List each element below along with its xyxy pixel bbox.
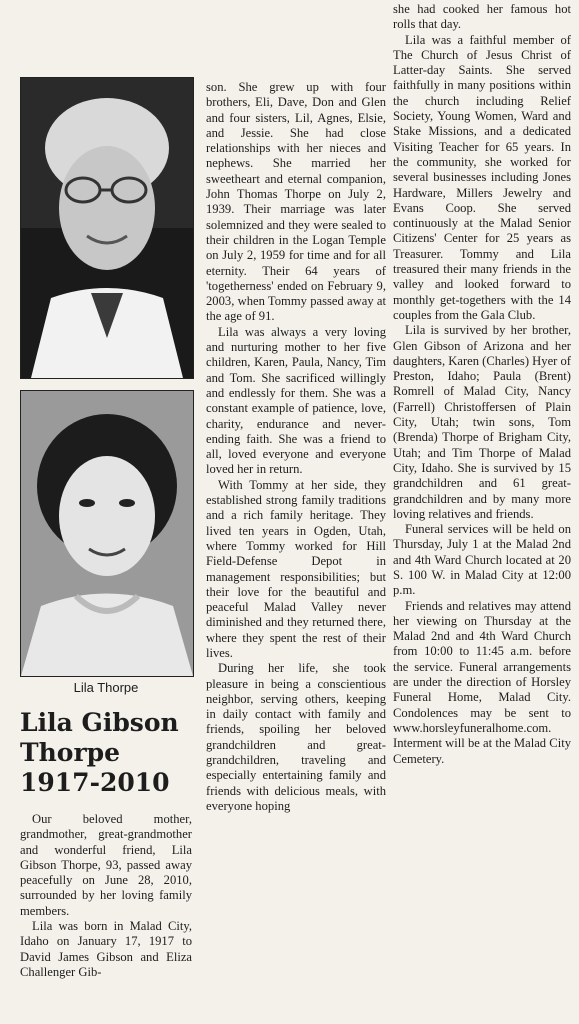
paragraph-family: son. She grew up with four brothers, Eli, Dave, Don and Glen and four sisters, Lil, Agnes, Elsie, and Jessie. She had close relationships with her nieces and nephews. She married her sweetheart and eternal companion, John Thomas Thorpe on July 2, 1939. Their marriage was later solemnized and they were sealed to their children in the Logan Temple on July 2, 1959 for time and for all eternity. Their 64 years of 'togetherness' ended on February 9, 2003, when Tommy passed away at the age of 91. xyxy=(206,80,386,324)
paragraph-life: During her life, she took pleasure in being a conscientious neighbor, serving others, keeping in daily contact with family and friends, spoiling her beloved grandchildren and great-grandchildren, traveling and especially entertaining family and friends with delicious meals, with everyone hoping xyxy=(206,661,386,813)
paragraph-viewing: Friends and relatives may attend her viewing on Thursday at the Malad 2nd and 4th Ward Church from 10:00 to 11:45 a.m. before the service. Funeral arrangements are under the direction of Horsley Funeral Home, Malad City. Condolences may be sent to www.horsleyfuneralhome.com. Interment will be at the Malad City Cemetery. xyxy=(393,598,571,766)
paragraph-church: Lila was a faithful member of The Church of Jesus Christ of Latter-day Saints. She served faithfully in many positions within the church including Relief Society, Young Women, Ward and Stake Missions, and a dedicated Visiting Teacher for 65 years. In the community, she worked for several businesses including Jones Hardware, Millers Jewelry and Evans Coop. She served continuously at the Malad Senior Citizens' Center for 25 years as Treasurer. Tommy and Lila treasured their many friends in the valley and looked forward to monthly get-togethers with the 14 couples from the Gala Club. xyxy=(393,32,571,322)
portrait-photo-young xyxy=(20,390,194,677)
paragraph-birth: Lila was born in Malad City, Idaho on January 17, 1917 to David James Gibson and Eliza Challenger Gib- xyxy=(20,919,192,979)
paragraph-heritage: With Tommy at her side, they established strong family traditions and a rich family heritage. They lived ten years in Ogden, Utah, where Tommy worked for Hill Field-Defense Depot in management responsibilities; but their love for the beautiful and peaceful Malad Valley never diminished and they returned there, where they spent the rest of their lives. xyxy=(206,477,386,660)
paragraph-hot-rolls: she had cooked her famous hot rolls that day. xyxy=(393,2,571,32)
right-column-text xyxy=(393,2,571,767)
photo-caption: Lila Thorpe xyxy=(73,680,139,695)
paragraph-intro: Our beloved mother, grandmother, great-grandmother and wonderful friend, Lila Gibson Thorpe, 93, passed away peacefully on June 28, 2010, surrounded by her loving family members. xyxy=(20,812,192,918)
headline-line-1: Lila Gibson xyxy=(20,708,179,737)
headline-line-3: 1917-2010 xyxy=(20,768,170,797)
portrait-young-image xyxy=(21,391,193,676)
paragraph-mother: Lila was always a very loving and nurturing mother to her five children, Karen, Paula, Nancy, Tim and Tom. She sacrificed willingly and endlessly for them. She was a constant example of patience, love, charity, endurance and never-ending faith. She was a friend to all, loved everyone and everyone loved her in return. xyxy=(206,324,386,477)
left-column-text xyxy=(20,812,192,980)
portrait-elderly-image xyxy=(21,78,193,378)
paragraph-services: Funeral services will be held on Thursday, July 1 at the Malad 2nd and 4th Ward Church located at 20 S. 100 W. in Malad City at 12:00 p.m. xyxy=(393,522,571,598)
portrait-photo-elderly xyxy=(20,77,194,379)
headline-line-2: Thorpe xyxy=(20,738,121,767)
middle-column-text xyxy=(206,80,386,814)
paragraph-survivors: Lila is survived by her brother, Glen Gibson of Arizona and her daughters, Karen (Charles) Hyer of Preston, Idaho; Paula (Brent) Romrell of Malad City, Nancy (Farrell) Christoffersen of Plain City, Utah; twin sons, Tom (Brenda) Thorpe of Brigham City, Utah; and Tim Thorpe of Malad City, Idaho. She is survived by 15 grandchildren and 61 great-grandchildren and by many more loving relatives and friends. xyxy=(393,323,571,521)
obituary-headline xyxy=(20,708,192,798)
